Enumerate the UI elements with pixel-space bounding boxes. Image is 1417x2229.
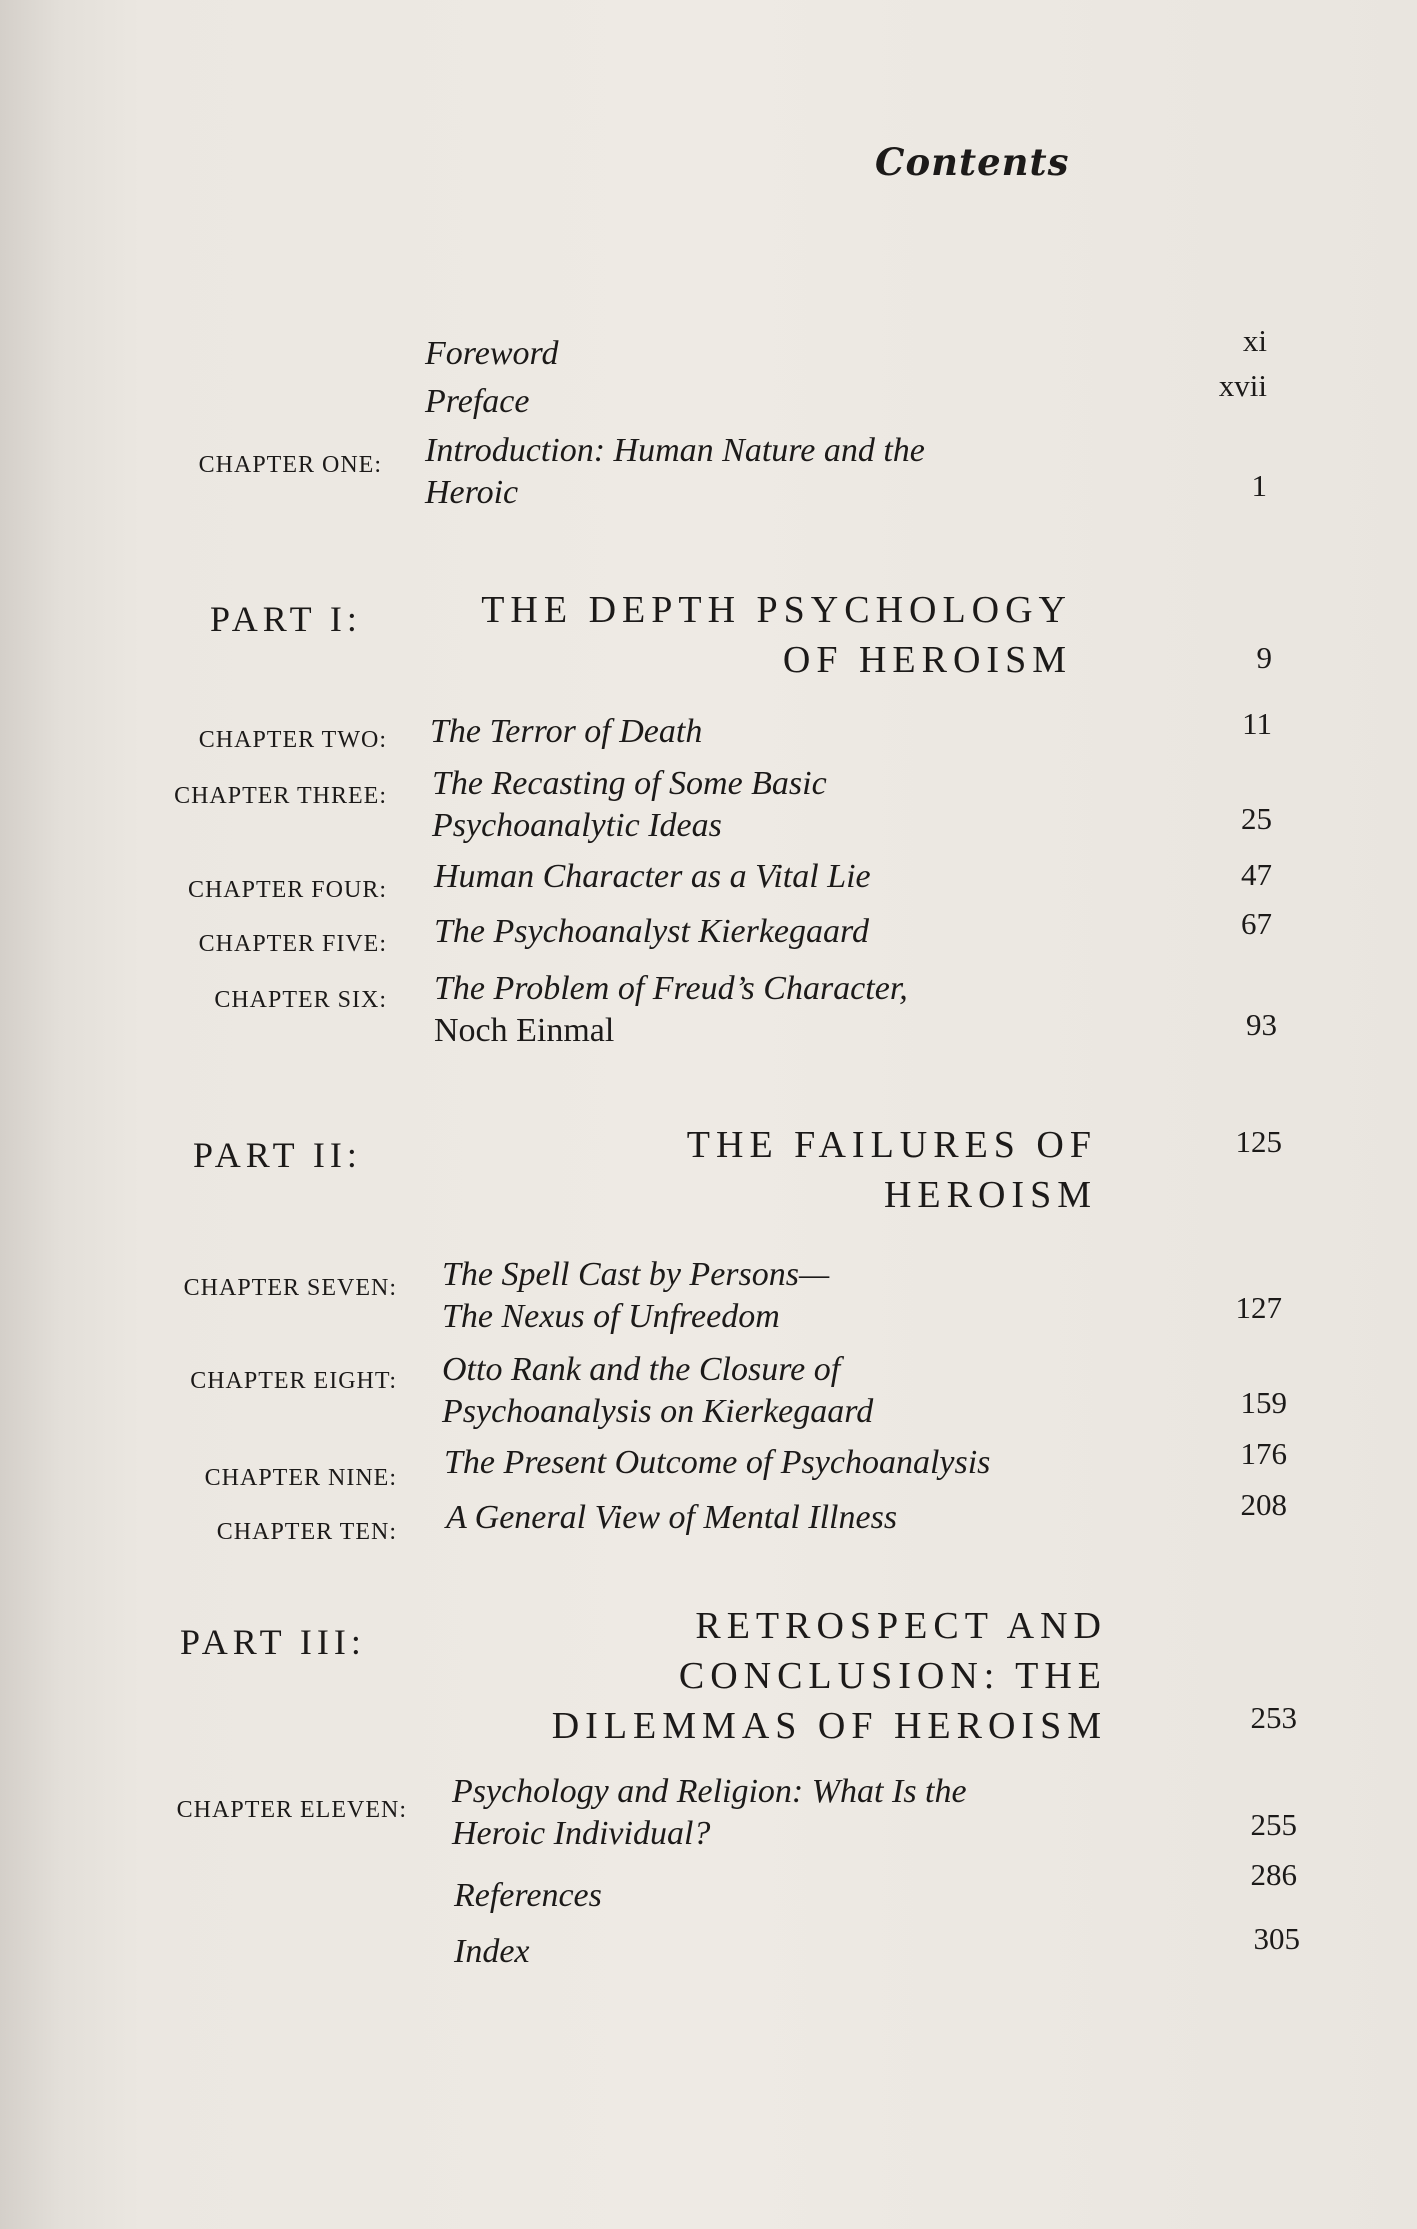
- toc-entry-preface: Preface: [425, 383, 530, 420]
- page-number-foreword: xi: [1242, 323, 1267, 358]
- toc-entry-chapter-one: [425, 430, 925, 514]
- contents-heading: Contents: [875, 140, 1070, 184]
- toc-entry-chapter-eight: [442, 1349, 873, 1433]
- toc-entry-foreword: Foreword: [425, 335, 559, 372]
- chapter-three-title-line1: The Recasting of Some Basic: [432, 765, 827, 802]
- toc-entry-chapter-two: The Terror of Death: [430, 713, 703, 750]
- toc-entry-chapter-four: Human Character as a Vital Lie: [434, 858, 871, 895]
- chapter-label-one: CHAPTER ONE:: [198, 452, 382, 478]
- page-number-chapter-four: 47: [1241, 857, 1272, 892]
- chapter-eleven-title-line2: Heroic Individual?: [452, 1815, 711, 1852]
- chapter-eight-title-line2: Psychoanalysis on Kierkegaard: [442, 1393, 874, 1430]
- page-number-chapter-eight: 159: [1240, 1385, 1287, 1420]
- chapter-label-two: CHAPTER TWO:: [198, 727, 387, 753]
- part2-title-line1: THE FAILURES OF: [686, 1124, 1097, 1166]
- page-number-preface: xvii: [1218, 368, 1267, 403]
- toc-entry-chapter-nine: The Present Outcome of Psychoanalysis: [444, 1444, 991, 1481]
- chapter-six-title-line1: The Problem of Freud’s Character,: [434, 970, 908, 1007]
- toc-entry-index: Index: [454, 1933, 530, 1970]
- chapter-seven-title-line2: The Nexus of Unfreedom: [442, 1298, 780, 1335]
- chapter-seven-title-line1: The Spell Cast by Persons—: [442, 1256, 830, 1293]
- part-label-3: PART III:: [180, 1622, 366, 1662]
- chapter-label-six: CHAPTER SIX:: [214, 987, 387, 1013]
- chapter-label-five: CHAPTER FIVE:: [198, 931, 387, 957]
- toc-entry-chapter-eleven: [452, 1771, 967, 1855]
- chapter-eleven-title-line1: Psychology and Religion: What Is the: [452, 1773, 967, 1810]
- page-number-index: 305: [1253, 1921, 1300, 1956]
- part-title-3: [552, 1601, 1107, 1751]
- chapter-eight-title-line1: Otto Rank and the Closure of: [442, 1351, 841, 1388]
- page-number-part-2: 125: [1235, 1124, 1282, 1159]
- chapter-one-title-line2: Heroic: [425, 474, 519, 511]
- part2-title-line2: HEROISM: [883, 1174, 1097, 1216]
- part1-title-line2: OF HEROISM: [782, 639, 1072, 681]
- chapter-label-four: CHAPTER FOUR:: [187, 877, 387, 903]
- chapter-label-eight: CHAPTER EIGHT:: [190, 1368, 397, 1394]
- toc-entry-chapter-ten: A General View of Mental Illness: [446, 1499, 898, 1536]
- page-number-chapter-one: 1: [1251, 468, 1267, 503]
- chapter-one-title-line1: Introduction: Human Nature and the: [425, 432, 925, 469]
- part1-title-line1: THE DEPTH PSYCHOLOGY: [481, 589, 1072, 631]
- page-number-chapter-six: 93: [1246, 1007, 1277, 1042]
- chapter-label-eleven: CHAPTER ELEVEN:: [176, 1797, 407, 1823]
- page-number-chapter-eleven: 255: [1250, 1807, 1297, 1842]
- page-number-part-1: 9: [1256, 640, 1272, 675]
- part3-title-line3: DILEMMAS OF HEROISM: [551, 1705, 1107, 1747]
- toc-entry-chapter-six: [434, 968, 908, 1052]
- part3-title-line2: CONCLUSION: THE: [678, 1655, 1107, 1697]
- part3-title-line1: RETROSPECT AND: [695, 1605, 1107, 1647]
- toc-entry-references: References: [454, 1877, 602, 1914]
- page-number-chapter-five: 67: [1241, 906, 1272, 941]
- chapter-label-three: CHAPTER THREE:: [174, 783, 387, 809]
- part-title-1: [481, 585, 1072, 685]
- page-number-chapter-seven: 127: [1235, 1290, 1282, 1325]
- page-number-chapter-ten: 208: [1240, 1487, 1287, 1522]
- chapter-three-title-line2: Psychoanalytic Ideas: [432, 807, 722, 844]
- part-label-2: PART II:: [193, 1135, 362, 1175]
- part-label-1: PART I:: [210, 599, 362, 639]
- chapter-label-ten: CHAPTER TEN:: [216, 1519, 397, 1545]
- toc-entry-chapter-seven: [442, 1254, 829, 1338]
- chapter-six-title-line2: Noch Einmal: [434, 1012, 615, 1049]
- page-number-references: 286: [1250, 1857, 1297, 1892]
- chapter-label-seven: CHAPTER SEVEN:: [183, 1275, 397, 1301]
- part-title-2: [687, 1120, 1097, 1220]
- chapter-label-nine: CHAPTER NINE:: [204, 1465, 397, 1491]
- toc-entry-chapter-three: [432, 763, 827, 847]
- page-number-chapter-nine: 176: [1240, 1436, 1287, 1471]
- page-number-part-3: 253: [1250, 1700, 1297, 1735]
- toc-entry-chapter-five: The Psychoanalyst Kierkegaard: [434, 913, 869, 950]
- page-number-chapter-three: 25: [1241, 801, 1272, 836]
- page-number-chapter-two: 11: [1242, 706, 1272, 741]
